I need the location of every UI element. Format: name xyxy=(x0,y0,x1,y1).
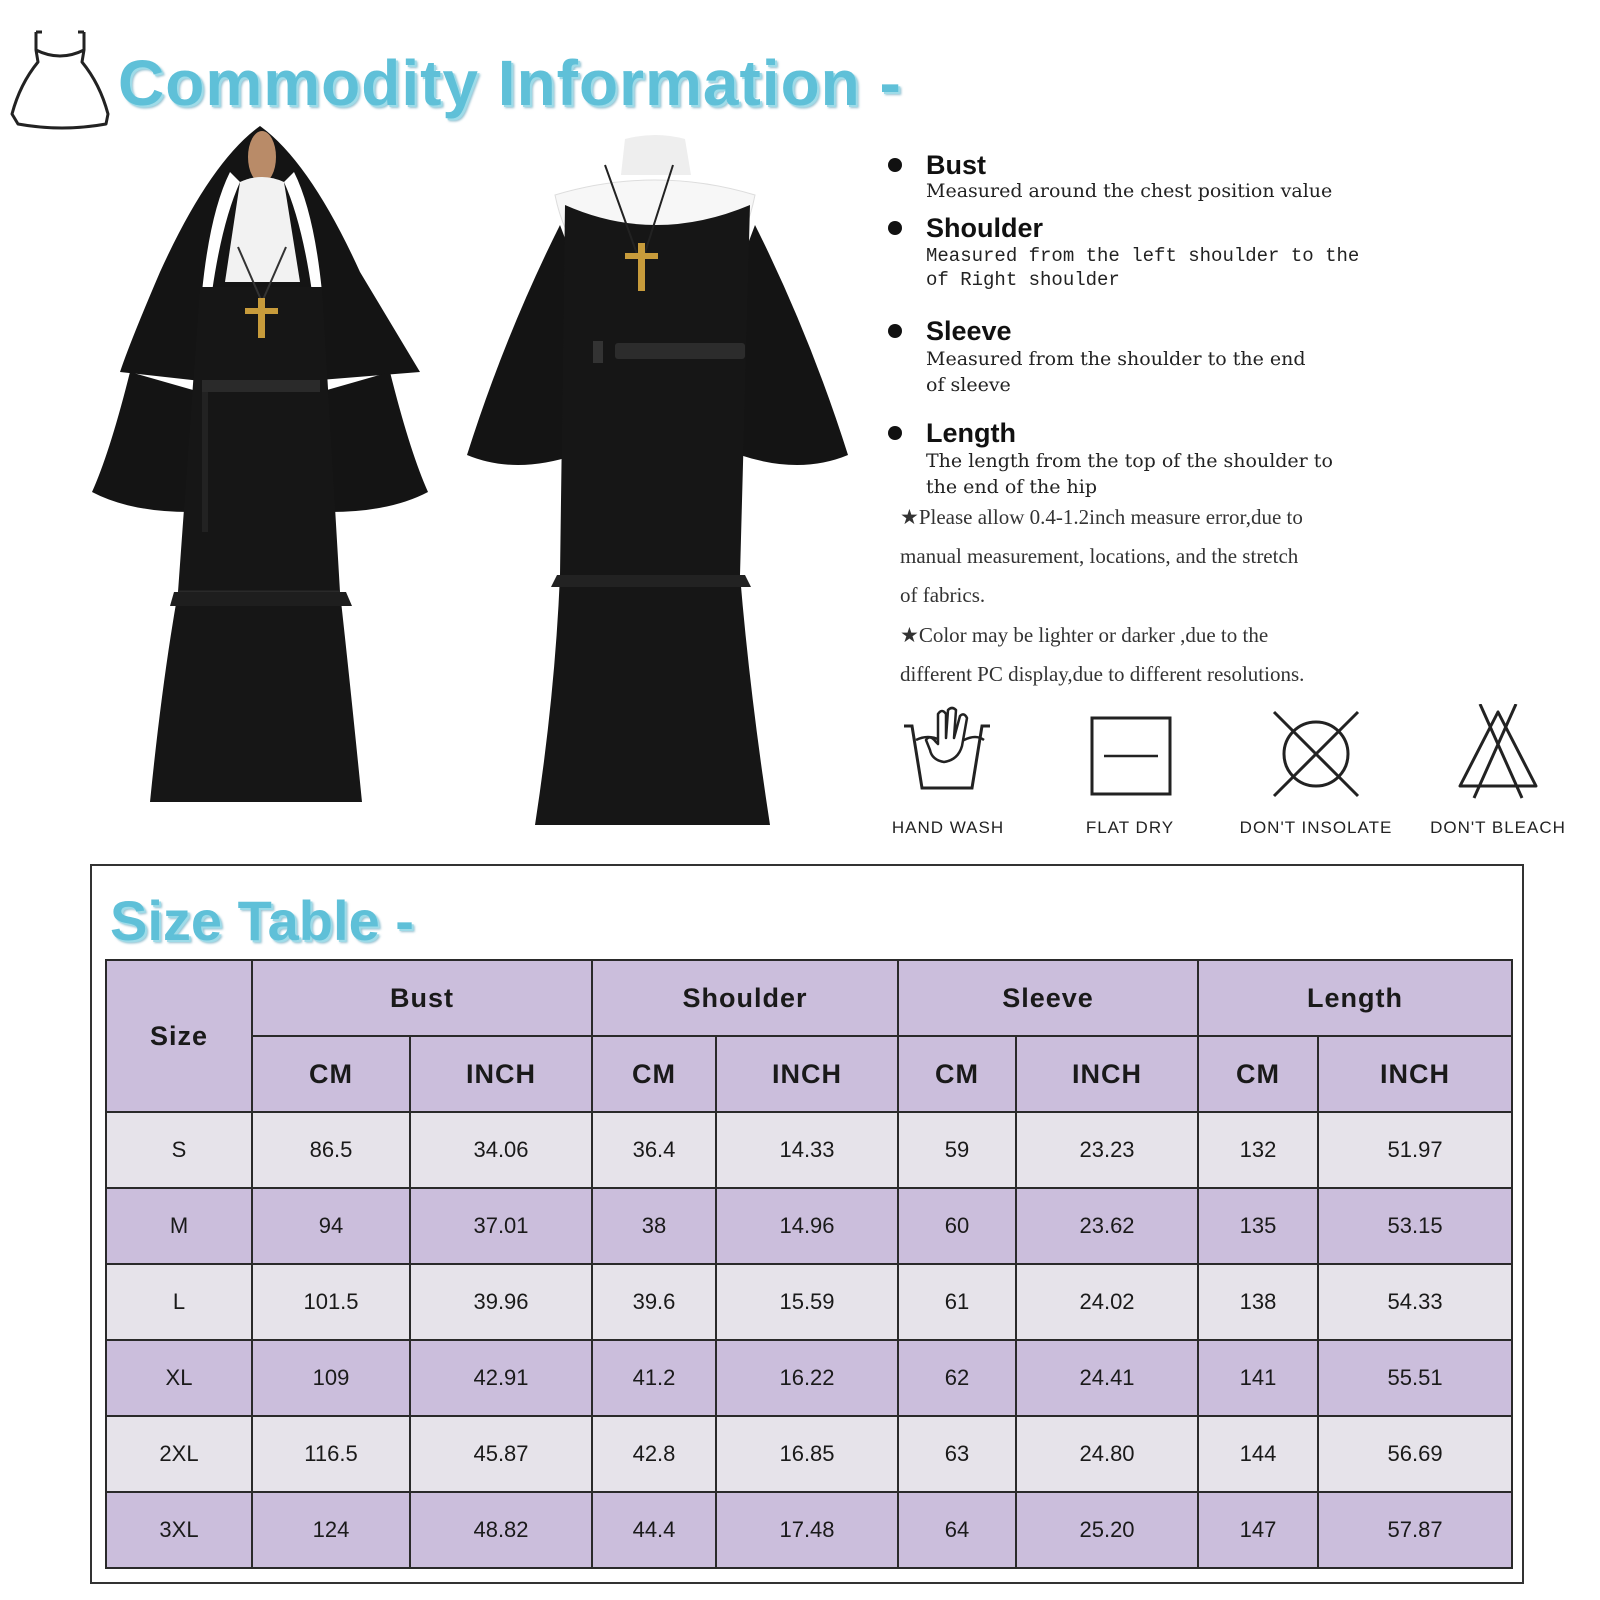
size-cell: L xyxy=(106,1264,252,1340)
care-label: FLAT DRY xyxy=(1085,818,1175,837)
table-cell: 37.01 xyxy=(410,1188,592,1264)
size-table xyxy=(105,959,1513,1569)
table-row xyxy=(106,1188,1512,1264)
table-cell: 23.62 xyxy=(1016,1188,1198,1264)
table-cell: 56.69 xyxy=(1318,1416,1512,1492)
table-cell: 53.15 xyxy=(1318,1188,1512,1264)
guide-desc: Measured around the chest position value xyxy=(926,180,1333,202)
note-line: different PC display,due to different resolutions. xyxy=(900,662,1305,686)
table-cell: 62 xyxy=(898,1340,1016,1416)
dress-icon xyxy=(8,28,114,134)
size-table-body xyxy=(106,1112,1512,1568)
table-cell: 25.20 xyxy=(1016,1492,1198,1568)
care-label: HAND WASH xyxy=(891,818,1005,837)
care-label: DON'T INSOLATE xyxy=(1239,818,1393,837)
table-cell: 138 xyxy=(1198,1264,1318,1340)
table-cell: 24.02 xyxy=(1016,1264,1198,1340)
unit-cm: CM xyxy=(1198,1036,1318,1112)
note-line: ★Please allow 0.4-1.2inch measure error,due to xyxy=(900,505,1303,529)
size-cell: S xyxy=(106,1112,252,1188)
table-cell: 39.6 xyxy=(592,1264,716,1340)
table-cell: 86.5 xyxy=(252,1112,410,1188)
table-cell: 57.87 xyxy=(1318,1492,1512,1568)
size-table-title: Size Table - xyxy=(110,889,414,952)
table-cell: 51.97 xyxy=(1318,1112,1512,1188)
header-shoulder: Shoulder xyxy=(592,960,898,1036)
unit-cm: CM xyxy=(592,1036,716,1112)
table-cell: 144 xyxy=(1198,1416,1318,1492)
product-image-front-collar xyxy=(465,135,850,851)
table-cell: 24.80 xyxy=(1016,1416,1198,1492)
table-cell: 109 xyxy=(252,1340,410,1416)
table-cell: 17.48 xyxy=(716,1492,898,1568)
guide-term: Shoulder xyxy=(926,213,1044,243)
guide-desc: of sleeve xyxy=(926,374,1011,396)
care-label: DON'T BLEACH xyxy=(1430,818,1566,837)
guide-desc: Measured from the left shoulder to the xyxy=(926,245,1360,267)
table-cell: 124 xyxy=(252,1492,410,1568)
size-cell: 3XL xyxy=(106,1492,252,1568)
table-cell: 14.33 xyxy=(716,1112,898,1188)
table-cell: 60 xyxy=(898,1188,1016,1264)
care-dont-insolate xyxy=(1236,704,1396,844)
bullet-icon xyxy=(888,158,902,172)
guide-term: Length xyxy=(926,418,1016,448)
table-cell: 36.4 xyxy=(592,1112,716,1188)
page-title: Commodity Information - xyxy=(118,47,902,119)
table-cell: 132 xyxy=(1198,1112,1318,1188)
table-cell: 101.5 xyxy=(252,1264,410,1340)
table-cell: 64 xyxy=(898,1492,1016,1568)
table-cell: 54.33 xyxy=(1318,1264,1512,1340)
guide-desc: the end of the hip xyxy=(926,476,1097,498)
table-row xyxy=(106,1492,1512,1568)
table-cell: 135 xyxy=(1198,1188,1318,1264)
table-cell: 23.23 xyxy=(1016,1112,1198,1188)
table-cell: 147 xyxy=(1198,1492,1318,1568)
table-cell: 38 xyxy=(592,1188,716,1264)
table-cell: 141 xyxy=(1198,1340,1318,1416)
table-cell: 41.2 xyxy=(592,1340,716,1416)
guide-term: Bust xyxy=(926,150,986,180)
table-cell: 61 xyxy=(898,1264,1016,1340)
unit-inch: INCH xyxy=(716,1036,898,1112)
table-cell: 94 xyxy=(252,1188,410,1264)
note-line: of fabrics. xyxy=(900,583,986,607)
table-row xyxy=(106,1264,1512,1340)
table-cell: 42.8 xyxy=(592,1416,716,1492)
size-cell: 2XL xyxy=(106,1416,252,1492)
unit-cm: CM xyxy=(252,1036,410,1112)
bullet-icon xyxy=(888,426,902,440)
guide-desc: The length from the top of the shoulder to xyxy=(926,450,1333,472)
table-cell: 24.41 xyxy=(1016,1340,1198,1416)
table-cell: 116.5 xyxy=(252,1416,410,1492)
header-bust: Bust xyxy=(252,960,592,1036)
table-row xyxy=(106,1340,1512,1416)
dont-bleach-icon xyxy=(1418,704,1578,804)
table-cell: 42.91 xyxy=(410,1340,592,1416)
header-size: Size xyxy=(106,960,252,1112)
table-row xyxy=(106,1112,1512,1188)
table-cell: 44.4 xyxy=(592,1492,716,1568)
header-length: Length xyxy=(1198,960,1512,1036)
product-image-front-hood xyxy=(90,122,430,838)
table-cell: 45.87 xyxy=(410,1416,592,1492)
note-line: ★Color may be lighter or darker ,due to the xyxy=(900,623,1269,647)
table-cell: 14.96 xyxy=(716,1188,898,1264)
size-cell: XL xyxy=(106,1340,252,1416)
care-dont-bleach xyxy=(1418,704,1578,844)
guide-desc: Measured from the shoulder to the end xyxy=(926,348,1306,370)
table-cell: 59 xyxy=(898,1112,1016,1188)
size-cell: M xyxy=(106,1188,252,1264)
unit-cm: CM xyxy=(898,1036,1016,1112)
header-sleeve: Sleeve xyxy=(898,960,1198,1036)
table-cell: 16.85 xyxy=(716,1416,898,1492)
bullet-icon xyxy=(888,221,902,235)
care-flat-dry xyxy=(1050,704,1210,844)
guide-term: Sleeve xyxy=(926,316,1012,346)
table-cell: 63 xyxy=(898,1416,1016,1492)
dont-insolate-icon xyxy=(1236,704,1396,804)
table-cell: 15.59 xyxy=(716,1264,898,1340)
table-cell: 48.82 xyxy=(410,1492,592,1568)
bullet-icon xyxy=(888,324,902,338)
note-line: manual measurement, locations, and the stretch xyxy=(900,544,1299,568)
hand-wash-icon xyxy=(868,704,1028,804)
table-cell: 16.22 xyxy=(716,1340,898,1416)
table-row xyxy=(106,1416,1512,1492)
table-cell: 55.51 xyxy=(1318,1340,1512,1416)
unit-inch: INCH xyxy=(410,1036,592,1112)
unit-inch: INCH xyxy=(1016,1036,1198,1112)
unit-inch: INCH xyxy=(1318,1036,1512,1112)
care-hand-wash xyxy=(868,704,1028,844)
guide-desc: of Right shoulder xyxy=(926,269,1120,291)
table-cell: 39.96 xyxy=(410,1264,592,1340)
flat-dry-icon xyxy=(1050,704,1210,804)
table-cell: 34.06 xyxy=(410,1112,592,1188)
